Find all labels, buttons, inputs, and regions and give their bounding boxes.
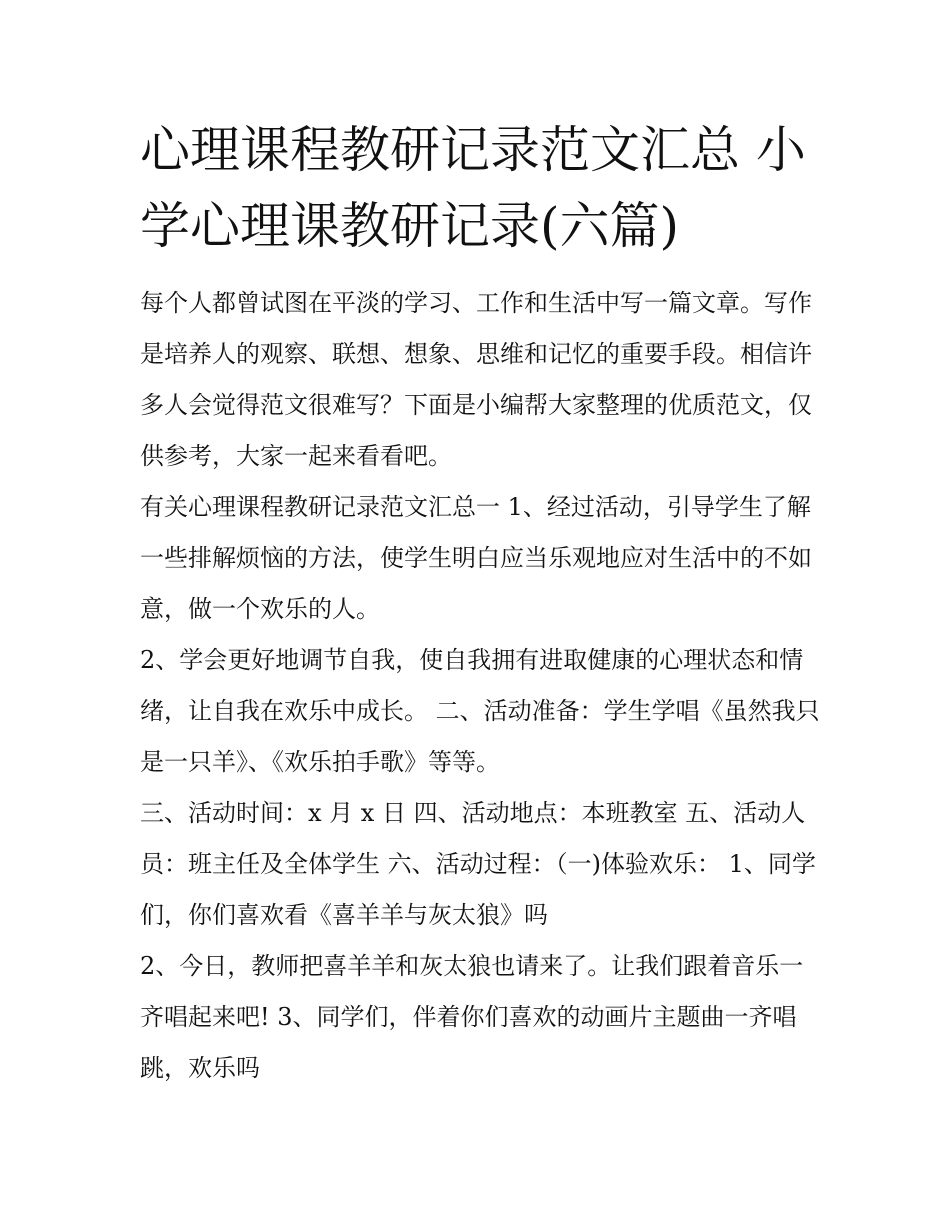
document-title: 心理课程教研记录范文汇总 小学心理课教研记录(六篇) [140, 121, 806, 255]
activity-step-two-paragraph: 2、今日，教师把喜羊羊和灰太狼也请来了。让我们跟着音乐一齐唱起来吧! 3、同学们，伴着你们喜欢的动画片主题曲一齐唱跳，欢乐吗 [140, 952, 804, 1082]
goal-two-paragraph: 2、学会更好地调节自我，使自我拥有进取健康的心理状态和情绪，让自我在欢乐中成长。 二、活动准备：学生学唱《虽然我只是一只羊》、《欢乐拍手歌》等等。 [140, 646, 820, 776]
section-one-paragraph: 有关心理课程教研记录范文汇总一 1、经过活动，引导学生了解一些排解烦恼的方法，使学生明白应当乐观地应对生活中的不如意，做一个欢乐的人。 [140, 493, 812, 623]
intro-paragraph: 每个人都曾试图在平淡的学习、工作和生活中写一篇文章。写作是培养人的观察、联想、想象、思维和记忆的重要手段。相信许多人会觉得范文很难写？下面是小编帮大家整理的优质范文，仅供参考，大家一起来看看吧。 [140, 289, 812, 470]
activity-details-paragraph: 三、活动时间：x 月 x 日 四、活动地点：本班教室 五、活动人员：班主任及全体学生 六、活动过程：（一)体验欢乐： 1、同学们，你们喜欢看《喜羊羊与灰太狼》吗 [140, 799, 816, 929]
document-body [140, 278, 820, 1094]
